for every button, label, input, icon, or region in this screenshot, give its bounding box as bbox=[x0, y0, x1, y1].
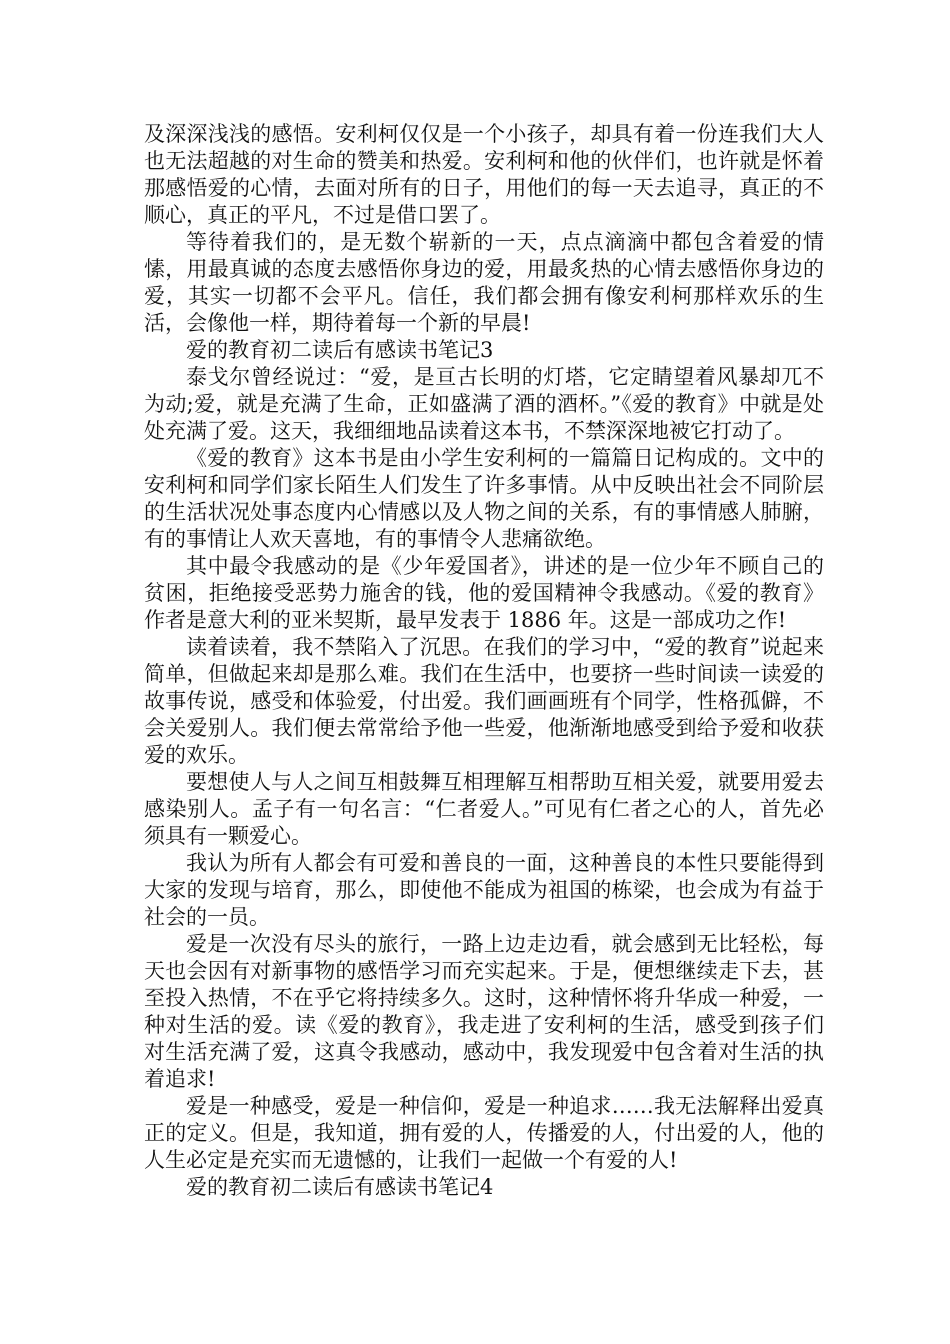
paragraph-book-intro: 《爱的教育》这本书是由小学生安利柯的一篇篇日记构成的。文中的安利柯和同学们家长陌生人们发生了许多事情。从中反映出社会不同阶层的生活状况处事态度内心情感以及人物之间的关系，有的事情感人肺腑，有的事情让人欢天喜地，有的事情令人悲痛欲绝。 bbox=[144, 446, 824, 551]
paragraph-definition-of-love: 爱是一种感受，爱是一种信仰，爱是一种追求……我无法解释出爱真正的定义。但是，我知道，拥有爱的人，传播爱的人，付出爱的人，他的人生必定是充实而无遗憾的，让我们一起做一个有爱的人! bbox=[144, 1094, 824, 1172]
paragraph-young-patriot: 其中最令我感动的是《少年爱国者》，讲述的是一位少年不顾自己的贫困，拒绝接受恶势力施舍的钱，他的爱国精神令我感动。《爱的教育》作者是意大利的亚米契斯，最早发表于 1886 年。这是一部成功之作! bbox=[144, 554, 824, 632]
document-page bbox=[144, 121, 824, 1201]
paragraph-continuation: 及深深浅浅的感悟。安利柯仅仅是一个小孩子，却具有着一份连我们大人也无法超越的对生命的赞美和热爱。安利柯和他的伙伴们，也许就是怀着那感悟爱的心情，去面对所有的日子，用他们的每一天去追寻，真正的不顺心，真正的平凡，不过是借口罢了。 bbox=[144, 122, 824, 227]
paragraph-kindness: 我认为所有人都会有可爱和善良的一面，这种善良的本性只要能得到大家的发现与培育，那么，即使他不能成为祖国的栋梁，也会成为有益于社会的一员。 bbox=[144, 851, 824, 929]
paragraph-journey: 爱是一次没有尽头的旅行，一路上边走边看，就会感到无比轻松，每天也会因有对新事物的感悟学习而充实起来。于是，便想继续走下去，甚至投入热情，不在乎它将持续多久。这时，这种情怀将升华成一种爱，一种对生活的爱。读《爱的教育》，我走进了安利柯的生活，感受到孩子们对生活充满了爱，这真令我感动，感动中，我发现爱中包含着对生活的执着追求! bbox=[144, 932, 824, 1091]
section-heading-4: 爱的教育初二读后有感读书笔记4 bbox=[186, 1175, 494, 1199]
paragraph-waiting: 等待着我们的，是无数个崭新的一天，点点滴滴中都包含着爱的情愫，用最真诚的态度去感悟你身边的爱，用最炙热的心情去感悟你身边的爱，其实一切都不会平凡。信任，我们都会拥有像安利柯那样欢乐的生活，会像他一样，期待着每一个新的早晨! bbox=[144, 230, 824, 335]
paragraph-tagore-quote: 泰戈尔曾经说过：“爱，是亘古长明的灯塔，它定睛望着风暴却兀不为动;爱，就是充满了生命，正如盛满了酒的酒杯。”《爱的教育》中就是处处充满了爱。这天，我细细地品读着这本书，不禁深深地被它打动了。 bbox=[144, 365, 824, 443]
paragraph-reflection: 读着读着，我不禁陷入了沉思。在我们的学习中，“爱的教育”说起来简单，但做起来却是那么难。我们在生活中，也要挤一些时间读一读爱的故事传说，感受和体验爱，付出爱。我们画画班有个同学，性格孤僻，不会关爱别人。我们便去常常给予他一些爱，他渐渐地感受到给予爱和收获爱的欢乐。 bbox=[144, 635, 824, 767]
section-heading-3: 爱的教育初二读后有感读书笔记3 bbox=[186, 338, 494, 362]
paragraph-mutual-love: 要想使人与人之间互相鼓舞互相理解互相帮助互相关爱，就要用爱去感染别人。孟子有一句名言：“仁者爱人。”可见有仁者之心的人，首先必须具有一颗爱心。 bbox=[144, 770, 824, 848]
